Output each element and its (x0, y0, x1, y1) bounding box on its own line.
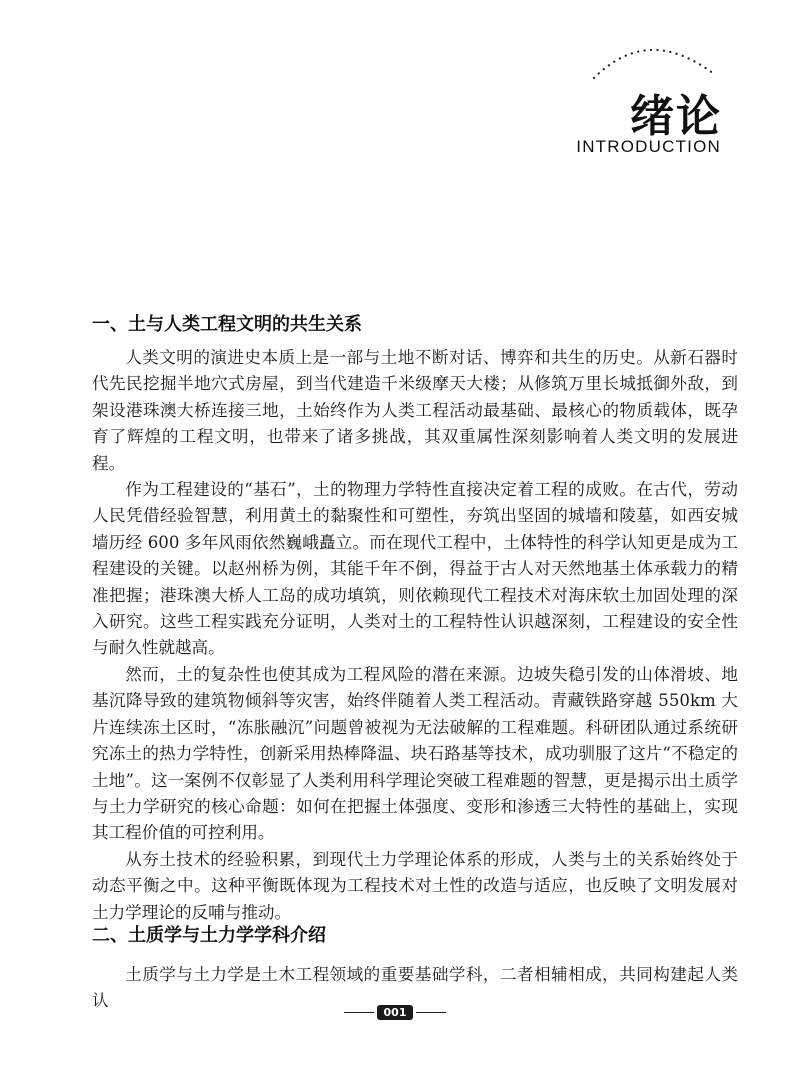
paragraph: 然而，土的复杂性也使其成为工程风险的潜在来源。边坡失稳引发的山体滑坡、地基沉降导致的建筑物倾斜等灾害，始终伴随着人类工程活动。青藏铁路穿越 550km 大片连续冻土区时，“冻胀融沉”问题曾被视为无法破解的工程难题。科研团队通过系统研究冻土的热力学特性，创新采用热棒降温、块石路基等技术，成功驯服了这片“不稳定的土地”。这一案例不仅彰显了人类利用科学理论突破工程难题的智慧，更是揭示出土质学与土力学研究的核心命题：如何在把握土体强度、变形和渗透三大特性的基础上，实现其工程价值的可控利用。 (92, 664, 738, 843)
section-1-body (92, 345, 738, 926)
chapter-title: 绪论 (630, 91, 722, 142)
page-number (0, 1005, 790, 1020)
paragraph: 人类文明的演进史本质上是一部与土地不断对话、博弈和共生的历史。从新石器时代先民挖掘半地穴式房屋，到当代建造千米级摩天大楼；从修筑万里长城抵御外敌，到架设港珠澳大桥连接三地，土始终作为人类工程活动最基础、最核心的物质载体，既孕育了辉煌的工程文明，也带来了诸多挑战，其双重属性深刻影响着人类文明的发展进程。 (92, 348, 738, 473)
section-heading-1: 一、土与人类工程文明的共生关系 (92, 314, 362, 335)
decorative-dotted-arc (588, 38, 728, 98)
page-number-rule-right (416, 1012, 446, 1014)
section-heading-2: 二、土质学与土力学学科介绍 (92, 925, 326, 946)
page-number-label: 001 (377, 1005, 414, 1020)
chapter-subtitle: INTRODUCTION (576, 137, 721, 156)
paragraph: 作为工程建设的“基石”，土的物理力学特性直接决定着工程的成败。在古代，劳动人民凭借经验智慧，利用黄土的黏聚性和可塑性，夯筑出坚固的城墙和陵墓，如西安城墙历经 600 多年风雨依然巍峨矗立。而在现代工程中，土体特性的科学认知更是成为工程建设的关键。以赵州桥为例，其能千年不倒，得益于古人对天然地基土体承载力的精准把握；港珠澳大桥人工岛的成功填筑，则依赖现代工程技术对海床软土加固处理的深入研究。这些工程实践充分证明，人类对土的工程特性认识越深刻，工程建设的安全性与耐久性就越高。 (92, 480, 738, 658)
page-number-rule-left (344, 1012, 374, 1014)
paragraph: 从夯土技术的经验积累，到现代土力学理论体系的形成，人类与土的关系始终处于动态平衡之中。这种平衡既体现为工程技术对土性的改造与适应，也反映了文明发展对土力学理论的反哺与推动。 (92, 849, 738, 922)
paragraph: 土质学与土力学是土木工程领域的重要基础学科，二者相辅相成，共同构建起人类认 (92, 965, 738, 1011)
